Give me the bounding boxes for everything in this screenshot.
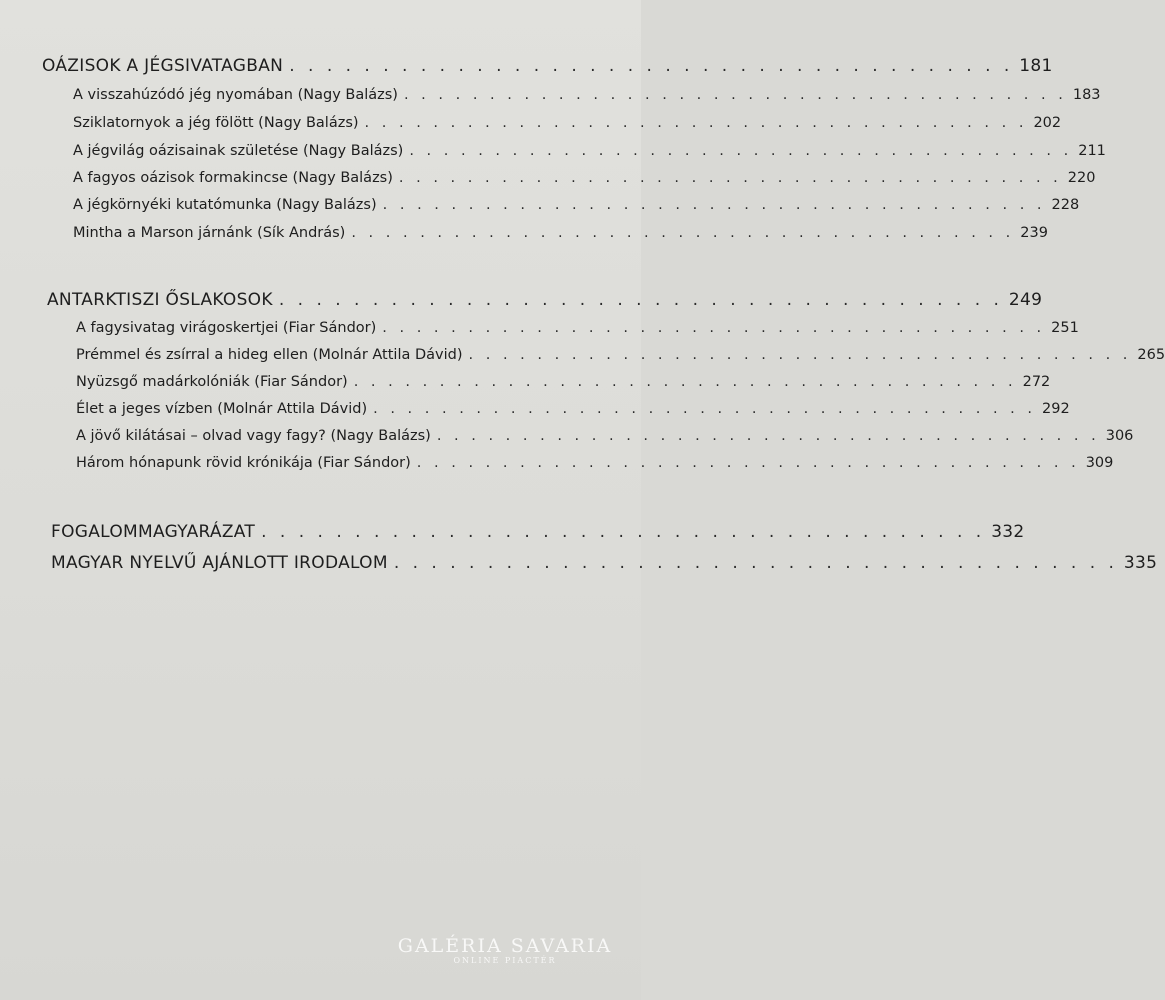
toc-entry-title: A fagyos oázisok formakincse (Nagy Balázs) bbox=[73, 170, 393, 186]
dot-leader: . . . . . . . . . . . . . . . . . . . . . . . . . . . . . . . . . . . . . . . bbox=[382, 320, 1046, 336]
toc-entry-title: A jégvilág oázisainak születése (Nagy Balázs) bbox=[73, 143, 404, 159]
toc-page-number: 251 bbox=[1051, 320, 1079, 336]
toc-section bbox=[0, 522, 1025, 548]
toc-entry-title: Három hónapunk rövid krónikája (Fiar Sándor) bbox=[76, 455, 411, 471]
watermark-main-text: GALÉRIA SAVARIA bbox=[397, 935, 613, 957]
toc-section bbox=[0, 56, 1053, 82]
toc-section bbox=[0, 290, 1043, 316]
toc-page-number: 228 bbox=[1051, 197, 1080, 213]
toc-entry bbox=[0, 374, 1051, 400]
toc-page-number: 265 bbox=[1137, 347, 1165, 363]
dot-leader: . . . . . . . . . . . . . . . . . . . . . . . . . . . . . . . . . . . . . . . bbox=[416, 455, 1080, 471]
toc-page-number: 202 bbox=[1033, 115, 1062, 131]
dot-leader: . . . . . . . . . . . . . . . . . . . . . . . . . . . . . . . . . . . . . . . bbox=[398, 170, 1062, 186]
toc-section-title: OÁZISOK A JÉGSIVATAGBAN bbox=[42, 56, 284, 76]
toc-entry bbox=[0, 197, 1080, 223]
dot-leader: . . . . . . . . . . . . . . . . . . . . . . . . . . . . . . . . . . . . . . . bbox=[393, 553, 1118, 573]
dot-leader: . . . . . . . . . . . . . . . . . . . . . . . . . . . . . . . . . . . . . . . bbox=[403, 87, 1067, 103]
toc-page-number: 332 bbox=[991, 522, 1025, 542]
toc-entry bbox=[0, 401, 1070, 427]
dot-leader: . . . . . . . . . . . . . . . . . . . . . . . . . . . . . . . . . . . . . . . bbox=[364, 115, 1028, 131]
dot-leader: . . . . . . . . . . . . . . . . . . . . . . . . . . . . . . . . . . . . . . . bbox=[353, 374, 1017, 390]
toc-entry bbox=[0, 428, 1134, 454]
toc-entry bbox=[0, 347, 1165, 373]
toc-page-number: 183 bbox=[1072, 87, 1101, 103]
dot-leader: . . . . . . . . . . . . . . . . . . . . . . . . . . . . . . . . . . . . . . . bbox=[289, 56, 1014, 76]
toc-page-number: 272 bbox=[1022, 374, 1051, 390]
toc-page-number: 249 bbox=[1008, 290, 1043, 310]
toc-page-number: 181 bbox=[1019, 56, 1053, 76]
watermark-logo bbox=[395, 935, 615, 965]
dot-leader: . . . . . . . . . . . . . . . . . . . . . . . . . . . . . . . . . . . . . . . bbox=[278, 290, 1003, 310]
dot-leader: . . . . . . . . . . . . . . . . . . . . . . . . . . . . . . . . . . . . . . . bbox=[351, 225, 1015, 241]
dot-leader: . . . . . . . . . . . . . . . . . . . . . . . . . . . . . . . . . . . . . . . bbox=[261, 522, 986, 542]
toc-entry bbox=[0, 143, 1106, 169]
dot-leader: . . . . . . . . . . . . . . . . . . . . . . . . . . . . . . . . . . . . . . . bbox=[373, 401, 1037, 417]
toc-page-number: 239 bbox=[1020, 225, 1048, 241]
toc-entry-title: Sziklatornyok a jég fölött (Nagy Balázs) bbox=[73, 115, 359, 131]
dot-leader: . . . . . . . . . . . . . . . . . . . . . . . . . . . . . . . . . . . . . . . bbox=[409, 143, 1073, 159]
toc-page-number: 309 bbox=[1085, 455, 1114, 471]
toc-page-number: 211 bbox=[1078, 143, 1106, 159]
toc-entry-title: Élet a jeges vízben (Molnár Attila Dávid) bbox=[76, 401, 368, 417]
toc-entry bbox=[0, 225, 1048, 251]
toc-page-number: 306 bbox=[1105, 428, 1134, 444]
toc-entry-title: Prémmel és zsírral a hideg ellen (Molnár Attila Dávid) bbox=[76, 347, 463, 363]
toc-entry-title: Mintha a Marson járnánk (Sík András) bbox=[73, 225, 346, 241]
toc-page-number: 292 bbox=[1042, 401, 1070, 417]
toc-section-title: MAGYAR NYELVŰ AJÁNLOTT IRODALOM bbox=[51, 553, 388, 573]
toc-entry-title: Nyüzsgő madárkolóniák (Fiar Sándor) bbox=[76, 374, 348, 390]
dot-leader: . . . . . . . . . . . . . . . . . . . . . . . . . . . . . . . . . . . . . . . bbox=[468, 347, 1132, 363]
toc-entry-title: A fagysivatag virágoskertjei (Fiar Sándor) bbox=[76, 320, 377, 336]
watermark-sub-text: ONLINE PIACTÉR bbox=[453, 956, 557, 965]
toc-entry bbox=[0, 87, 1101, 113]
dot-leader: . . . . . . . . . . . . . . . . . . . . . . . . . . . . . . . . . . . . . . . bbox=[436, 428, 1100, 444]
toc-page-number: 335 bbox=[1123, 553, 1158, 573]
toc-page-number: 220 bbox=[1067, 170, 1096, 186]
toc-entry-title: A jövő kilátásai – olvad vagy fagy? (Nagy Balázs) bbox=[76, 428, 431, 444]
toc-entry bbox=[0, 170, 1096, 196]
toc-entry bbox=[0, 455, 1114, 481]
toc-entry bbox=[0, 115, 1062, 141]
toc-section-title: FOGALOMMAGYARÁZAT bbox=[51, 522, 256, 542]
toc-section-title: ANTARKTISZI ŐSLAKOSOK bbox=[47, 290, 273, 310]
toc-entry-title: A visszahúzódó jég nyomában (Nagy Balázs) bbox=[73, 87, 398, 103]
dot-leader: . . . . . . . . . . . . . . . . . . . . . . . . . . . . . . . . . . . . . . . bbox=[382, 197, 1046, 213]
toc-entry-title: A jégkörnyéki kutatómunka (Nagy Balázs) bbox=[73, 197, 377, 213]
toc-section bbox=[0, 553, 1158, 579]
toc-entry bbox=[0, 320, 1079, 346]
